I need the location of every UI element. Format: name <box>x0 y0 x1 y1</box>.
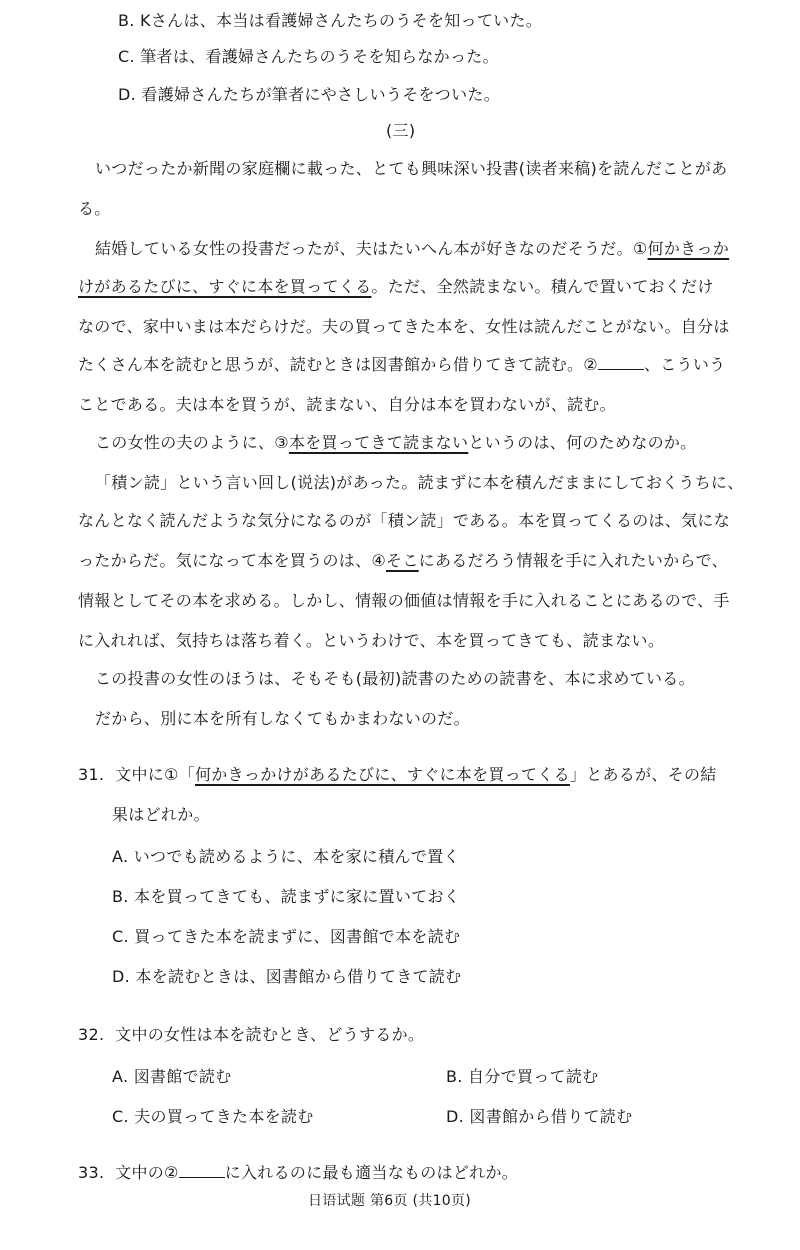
passage-p2-line4 <box>78 354 725 376</box>
text-segment: 文中の女性は本を読むとき、どうするか。 <box>115 1025 425 1044</box>
question-31-stem <box>78 764 717 786</box>
question-31-option-c: C. 買ってきた本を読まずに、図書館で本を読む <box>112 927 461 946</box>
text-segment: に入れるのに最も適当なものはどれか。 <box>224 1163 519 1182</box>
passage-p4-line3 <box>78 550 728 572</box>
question-number: 32. <box>78 1025 105 1044</box>
text-segment: この女性の夫のように、③ <box>95 433 289 452</box>
text-segment: 」とあるが、その結 <box>569 765 717 784</box>
passage-p2-line3: なので、家中いまは本だらけだ。夫の買ってきた本を、女性は読んだことがない。自分は <box>78 317 730 336</box>
passage-p4-line2: なんとなく読んだような気分になるのが「積ン読」である。本を買ってくるのは、気にな <box>78 511 731 530</box>
question-32-stem <box>78 1024 424 1046</box>
text-segment: 文中の② <box>115 1163 179 1182</box>
passage-p3 <box>95 432 696 454</box>
text-segment: にあるだろう情報を手に入れたいからで、 <box>418 551 728 570</box>
option-c: C. 筆者は、看護婦さんたちのうそを知らなかった。 <box>118 47 499 66</box>
question-31-option-a: A. いつでも読めるように、本を家に積んで置く <box>112 847 460 866</box>
text-segment: 。ただ、全然読まない。積んで置いておくだけ <box>371 277 714 296</box>
question-31-option-b: B. 本を買ってきても、読まずに家に置いておく <box>112 887 461 906</box>
text-segment: 、こういう <box>643 355 726 374</box>
passage-p2-line2 <box>78 276 714 298</box>
page-footer: 日语试题 第6页 (共10页) <box>308 1193 472 1209</box>
passage-p4-line5: に入れれば、気持ちは落ち着く。というわけで、本を買ってきても、読まない。 <box>78 631 665 650</box>
text-segment: ったからだ。気になって本を買うのは、④ <box>78 551 387 570</box>
question-32-option-a: A. 図書館で読む <box>112 1067 232 1086</box>
underlined-phrase-1a: 何かきっか <box>647 239 730 258</box>
question-number: 33. <box>78 1163 105 1182</box>
question-33-stem <box>78 1162 518 1184</box>
text-segment: 文中に①「 <box>115 765 195 784</box>
underlined-phrase-1b: けがあるたびに、すぐに本を買ってくる <box>78 277 372 296</box>
passage-p1-line2: る。 <box>78 199 111 218</box>
question-31-stem-line2: 果はどれか。 <box>112 805 210 824</box>
underlined-phrase-4: そこ <box>386 551 419 570</box>
underlined-phrase-3: 本を買ってきて読まない <box>288 433 469 452</box>
section-heading: (三) <box>386 121 416 140</box>
passage-p4-line4: 情報としてその本を求める。しかし、情報の価値は情報を手に入れることにあるので、手 <box>78 591 730 610</box>
text-segment: というのは、何のためなのか。 <box>468 433 697 452</box>
passage-p5: この投書の女性のほうは、そもそも(最初)読書のための読書を、本に求めている。 <box>95 669 695 688</box>
underlined-quote: 何かきっかけがあるたびに、すぐに本を買ってくる <box>195 765 570 784</box>
question-31-option-d: D. 本を読むときは、図書館から借りてきて読む <box>112 967 462 986</box>
passage-p6: だから、別に本を所有しなくてもかまわないのだ。 <box>95 709 470 728</box>
passage-p4-line1: 「積ン読」という言い回し(说法)があった。読まずに本を積んだままにしておくうちに、 <box>95 473 744 492</box>
text-segment: たくさん本を読むと思うが、読むときは図書館から借りてきて読む。② <box>78 355 598 374</box>
question-32-option-d: D. 図書館から借りて読む <box>446 1107 633 1126</box>
option-d: D. 看護婦さんたちが筆者にやさしいうそをついた。 <box>118 85 500 104</box>
question-number: 31. <box>78 765 105 784</box>
text-segment: 結婚している女性の投書だったが、夫はたいへん本が好きなのだそうだ。① <box>95 239 648 258</box>
option-b: B. Kさんは、本当は看護婦さんたちのうそを知っていた。 <box>118 11 543 30</box>
passage-p2-line5: ことである。夫は本を買うが、読まない、自分は本を買わないが、読む。 <box>78 395 616 414</box>
passage-p1-line1: いつだったか新聞の家庭欄に載った、とても興味深い投書(读者来稿)を読んだことがあ <box>95 159 728 178</box>
blank-2 <box>179 1163 225 1178</box>
passage-p2-line1 <box>95 238 729 260</box>
question-32-option-b: B. 自分で買って読む <box>446 1067 599 1086</box>
blank-2 <box>598 355 644 370</box>
question-32-option-c: C. 夫の買ってきた本を読む <box>112 1107 314 1126</box>
